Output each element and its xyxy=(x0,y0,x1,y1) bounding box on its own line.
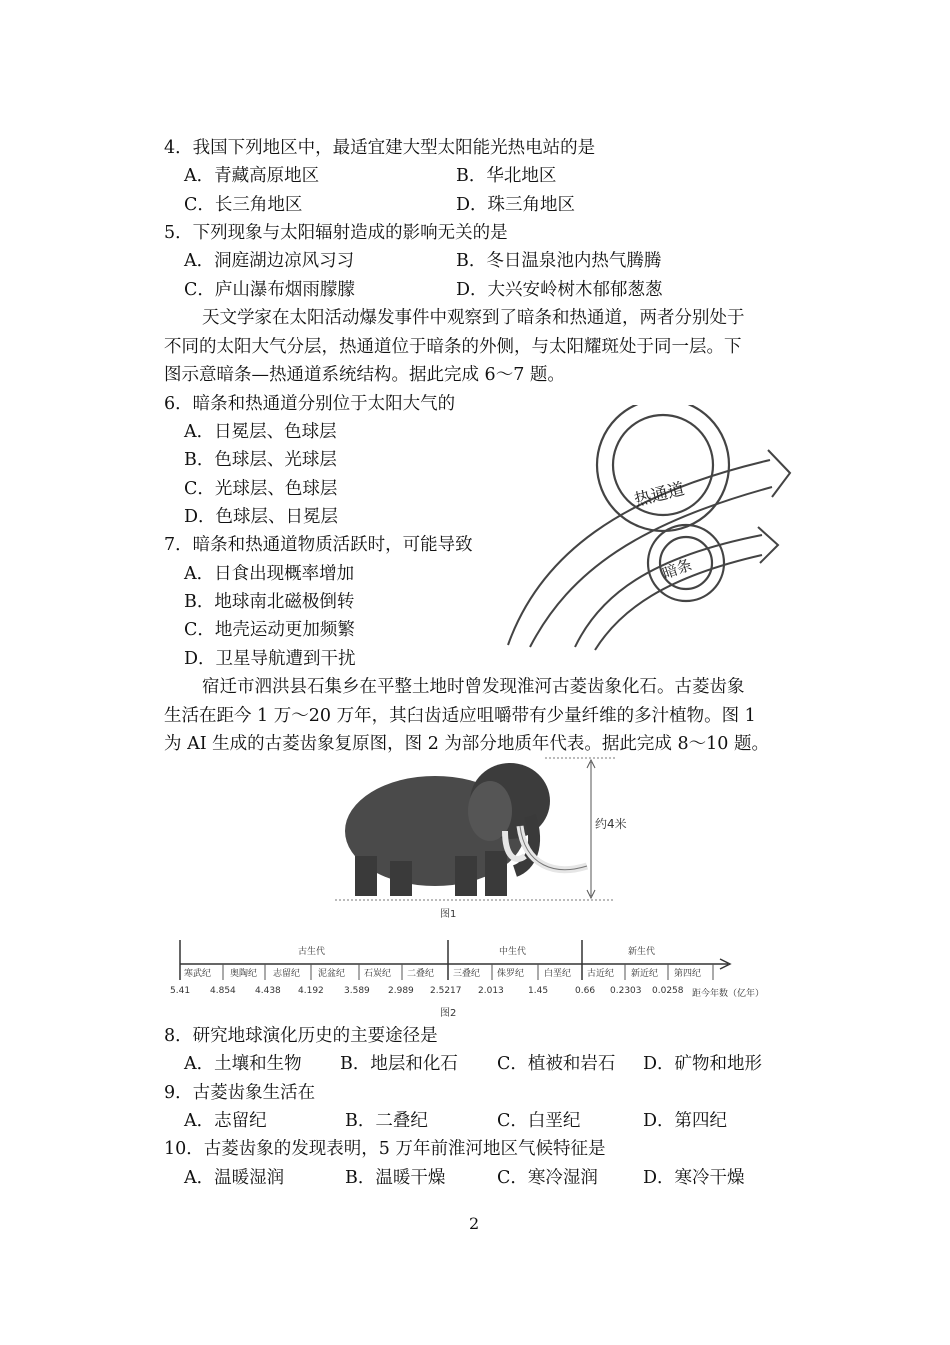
axis-label: 距今年数（亿年） xyxy=(692,989,765,999)
period-permian: 二叠纪 xyxy=(407,969,435,979)
q6-option-c: C．光球层、色球层 xyxy=(184,479,338,499)
q9-stem: 9．古菱齿象生活在 xyxy=(164,1083,316,1103)
passage2-line1: 宿迁市泗洪县石集乡在平整土地时曾发现淮河古菱齿象化石。古菱齿象 xyxy=(202,677,745,697)
age-02303: 0.2303 xyxy=(610,986,642,996)
fig2-caption: 图2 xyxy=(440,1008,457,1019)
period-silurian: 志留纪 xyxy=(273,969,301,979)
q8-option-d: D．矿物和地形 xyxy=(643,1054,763,1074)
passage2-line2: 生活在距今 1 万～20 万年，其臼齿适应咀嚼带有少量纤维的多汁植物。图 1 xyxy=(164,706,756,726)
q7-stem: 7．暗条和热通道物质活跃时，可能导致 xyxy=(164,535,473,555)
period-devonian: 泥盆纪 xyxy=(318,969,346,979)
passage1-line1: 天文学家在太阳活动爆发事件中观察到了暗条和热通道，两者分别处于 xyxy=(202,308,745,328)
age-145: 1.45 xyxy=(528,986,549,996)
passage1-line2: 不同的太阳大气分层，热通道位于暗条的外侧，与太阳耀斑处于同一层。下 xyxy=(164,337,742,357)
age-25217: 2.5217 xyxy=(430,986,462,996)
period-ordovician: 奥陶纪 xyxy=(230,969,258,979)
q7-option-a: A．日食出现概率增加 xyxy=(184,564,355,584)
q7-option-d: D．卫星导航遭到干扰 xyxy=(184,649,356,669)
hot-channel-label: 热通道 xyxy=(632,479,687,511)
fig1-caption: 图1 xyxy=(440,909,457,920)
elephant-figure xyxy=(325,756,785,916)
q8-option-b: B．地层和化石 xyxy=(340,1054,458,1074)
q10-option-b: B．温暖干燥 xyxy=(345,1168,446,1188)
age-3589: 3.589 xyxy=(344,986,370,996)
q4-option-a: A．青藏高原地区 xyxy=(184,166,320,186)
q9-option-d: D．第四纪 xyxy=(643,1111,728,1131)
q6-option-a: A．日冕层、色球层 xyxy=(184,422,337,442)
q10-option-c: C．寒冷湿润 xyxy=(497,1168,598,1188)
passage2-line3: 为 AI 生成的古菱齿象复原图，图 2 为部分地质年代表。据此完成 8～10 题。 xyxy=(164,734,769,754)
q7-option-c: C．地壳运动更加频繁 xyxy=(184,620,355,640)
period-cambrian: 寒武纪 xyxy=(184,969,212,979)
q6-option-b: B．色球层、光球层 xyxy=(184,450,337,470)
solar-structure-diagram xyxy=(500,405,800,655)
period-neogene: 新近纪 xyxy=(631,969,659,979)
q4-option-d: D．珠三角地区 xyxy=(456,195,576,215)
q5-option-c: C．庐山瀑布烟雨朦朦 xyxy=(184,280,355,300)
age-4192: 4.192 xyxy=(298,986,324,996)
q8-stem: 8．研究地球演化历史的主要途径是 xyxy=(164,1026,438,1046)
age-00258: 0.0258 xyxy=(652,986,684,996)
q4-stem: 4．我国下列地区中，最适宜建大型太阳能光热电站的是 xyxy=(164,138,596,158)
q9-option-a: A．志留纪 xyxy=(184,1111,267,1131)
q10-option-d: D．寒冷干燥 xyxy=(643,1168,745,1188)
q8-option-a: A．土壤和生物 xyxy=(184,1054,302,1074)
age-2013: 2.013 xyxy=(478,986,504,996)
q4-option-c: C．长三角地区 xyxy=(184,195,303,215)
period-carboniferous: 石炭纪 xyxy=(364,969,392,979)
era-paleozoic: 古生代 xyxy=(298,947,326,957)
q5-option-a: A．洞庭湖边凉风习习 xyxy=(184,251,355,271)
period-triassic: 三叠纪 xyxy=(453,969,481,979)
q5-option-b: B．冬日温泉池内热气腾腾 xyxy=(456,251,662,271)
q8-option-c: C．植被和岩石 xyxy=(497,1054,616,1074)
q5-stem: 5．下列现象与太阳辐射造成的影响无关的是 xyxy=(164,223,508,243)
passage1-line3: 图示意暗条—热通道系统结构。据此完成 6～7 题。 xyxy=(164,365,565,385)
age-4438: 4.438 xyxy=(255,986,281,996)
age-2989: 2.989 xyxy=(388,986,414,996)
q10-stem: 10．古菱齿象的发现表明，5 万年前淮河地区气候特征是 xyxy=(164,1139,606,1159)
age-541: 5.41 xyxy=(170,986,191,996)
q6-stem: 6．暗条和热通道分别位于太阳大气的 xyxy=(164,394,456,414)
era-mesozoic: 中生代 xyxy=(499,947,527,957)
period-quaternary: 第四纪 xyxy=(674,969,702,979)
period-paleogene: 古近纪 xyxy=(587,969,615,979)
height-label: 约4米 xyxy=(595,817,627,831)
era-cenozoic: 新生代 xyxy=(628,947,656,957)
q6-option-d: D．色球层、日冕层 xyxy=(184,507,339,527)
period-cretaceous: 白垩纪 xyxy=(544,969,572,979)
q7-option-b: B．地球南北磁极倒转 xyxy=(184,592,355,612)
period-jurassic: 侏罗纪 xyxy=(497,969,525,979)
filament-label: 暗条 xyxy=(660,555,695,583)
q9-option-b: B．二叠纪 xyxy=(345,1111,428,1131)
q5-option-d: D．大兴安岭树木郁郁葱葱 xyxy=(456,280,663,300)
q4-option-b: B．华北地区 xyxy=(456,166,557,186)
age-066: 0.66 xyxy=(575,986,596,996)
page-number: 2 xyxy=(469,1214,480,1233)
age-4854: 4.854 xyxy=(210,986,236,996)
q10-option-a: A．温暖湿润 xyxy=(184,1168,285,1188)
q9-option-c: C．白垩纪 xyxy=(497,1111,581,1131)
